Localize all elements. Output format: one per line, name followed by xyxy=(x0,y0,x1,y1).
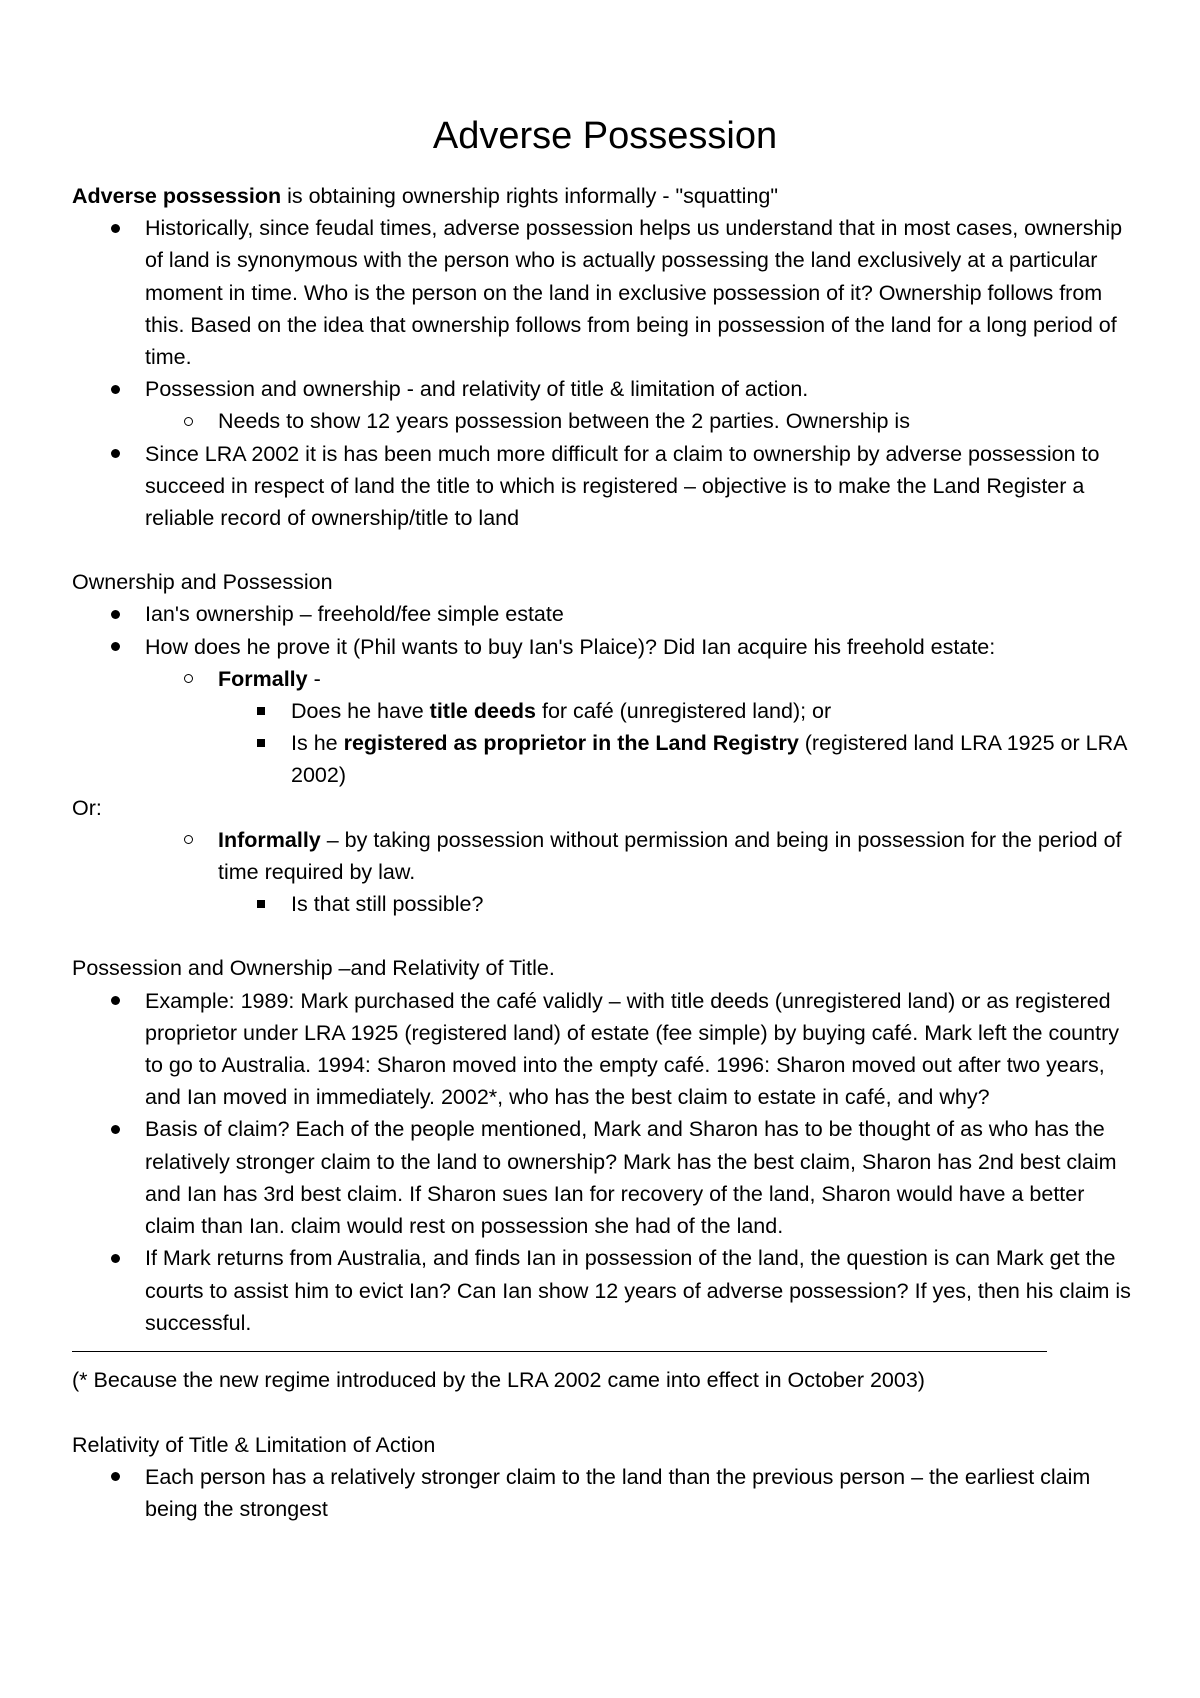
list-item-text: How does he prove it (Phil wants to buy Ian's Plaice)? Did Ian acquire his freehold estate: xyxy=(145,634,996,659)
list-item-text: for café (unregistered land); or xyxy=(536,699,832,724)
list-item-text: (registered land LRA 1925 or LRA 2002) xyxy=(291,731,1127,788)
list-item xyxy=(291,727,1138,791)
list-item xyxy=(145,985,1138,1114)
intro-paragraph xyxy=(72,180,1138,212)
section3-list xyxy=(72,985,1138,1339)
bullet-icon xyxy=(105,373,125,405)
section-heading: Possession and Ownership –and Relativity of Title. xyxy=(72,956,555,981)
list-item xyxy=(145,212,1138,373)
square-bullet-icon xyxy=(251,727,271,759)
bullet-icon xyxy=(105,438,125,470)
formally-label: Formally xyxy=(218,666,308,691)
list-item-text: Is that still possible? xyxy=(291,892,484,917)
list-item xyxy=(145,1113,1138,1242)
section-heading: Relativity of Title & Limitation of Action xyxy=(72,1432,436,1457)
list-item xyxy=(145,1461,1138,1525)
intro-text: is obtaining ownership rights informally - "squatting" xyxy=(281,184,778,208)
list-item-text: Basis of claim? Each of the people mentioned, Mark and Sharon has to be thought of as who has the relatively stronger claim to the land to ownership? Mark has the best claim, Sharon has 2nd best claim and Ian has 3rd best claim. If Sharon sues Ian for recovery of the land, Sharon would have a better claim than Ian. claim would rest on possession she had of the land. xyxy=(145,1117,1117,1239)
bullet-icon xyxy=(105,1113,125,1145)
list-item xyxy=(218,405,1138,437)
circle-bullet-icon xyxy=(178,405,198,437)
circle-bullet-icon xyxy=(178,824,198,856)
list-item-text: Needs to show 12 years possession between the 2 parties. Ownership is xyxy=(218,409,910,434)
bullet-icon xyxy=(105,1242,125,1274)
list-item xyxy=(145,1242,1138,1339)
list-item xyxy=(145,598,1138,630)
section4-list xyxy=(72,1461,1138,1525)
page-title: Adverse Possession xyxy=(432,115,778,157)
registered-proprietor-term: registered as proprietor in the Land Registry xyxy=(343,731,799,756)
list-item xyxy=(291,695,1138,727)
list-item xyxy=(218,824,1138,888)
list-item xyxy=(145,631,1138,663)
horizontal-rule xyxy=(72,1351,1047,1353)
bullet-icon xyxy=(105,985,125,1017)
section1-list xyxy=(72,212,1138,534)
bullet-icon xyxy=(105,1461,125,1493)
list-item-text: Possession and ownership - and relativity of title & limitation of action. xyxy=(145,377,809,402)
section-heading: Ownership and Possession xyxy=(72,570,333,595)
list-item xyxy=(145,438,1138,535)
list-item-text: Ian's ownership – freehold/fee simple estate xyxy=(145,602,564,627)
footnote: (* Because the new regime introduced by the LRA 2002 came into effect in October 2003) xyxy=(72,1368,925,1393)
circle-bullet-icon xyxy=(178,663,198,695)
list-item-text: Each person has a relatively stronger claim to the land than the previous person – the earliest claim being the strongest xyxy=(145,1464,1091,1522)
list-item-text: Since LRA 2002 it is has been much more difficult for a claim to ownership by adverse possession to succeed in respect of land the title to which is registered – objective is to make the Land Register a reliable record of ownership/title to land xyxy=(145,441,1100,531)
list-item-text: – by taking possession without permission and being in possession for the period of time required by law. xyxy=(218,827,1122,885)
square-bullet-icon xyxy=(251,695,271,727)
list-item xyxy=(291,888,1138,920)
title-deeds-term: title deeds xyxy=(429,699,536,724)
bullet-icon xyxy=(105,598,125,630)
intro-term: Adverse possession xyxy=(72,184,282,208)
list-item xyxy=(145,373,1138,405)
bullet-icon xyxy=(105,212,125,244)
list-item-text: If Mark returns from Australia, and finds Ian in possession of the land, the question is can Mark get the courts to assist him to evict Ian? Can Ian show 12 years of adverse possession? If yes, then his claim is successful. xyxy=(145,1246,1131,1335)
section2-list-cont xyxy=(72,824,1138,921)
or-label: Or: xyxy=(72,795,102,820)
list-item xyxy=(218,663,1138,695)
formally-suffix: - xyxy=(307,666,321,691)
document-content xyxy=(72,110,1138,1525)
informally-label: Informally xyxy=(218,827,327,852)
list-item-text: Does he have xyxy=(291,699,430,724)
square-bullet-icon xyxy=(251,888,271,920)
list-item-text: Historically, since feudal times, adverse possession helps us understand that in most cases, ownership of land is synonymous with the person who is actually possessing the land exclusively at a particular moment in time. Who is the person on the land in exclusive possession of it? Ownership follows from this. Based on the idea that ownership follows from being in possession of the land for a long period of time. xyxy=(145,216,1123,370)
section2-list xyxy=(72,598,1138,791)
bullet-icon xyxy=(105,631,125,663)
list-item-text: Example: 1989: Mark purchased the café validly – with title deeds (unregistered land) or as registered proprietor under LRA 1925 (registered land) of estate (fee simple) by buying café. Mark left the country to go to Australia. 1994: Sharon moved into the empty café. 1996: Sharon moved out after two years, and Ian moved in immediately. 2002*, who has the best claim to estate in café, and why? xyxy=(145,988,1119,1110)
list-item-text: Is he xyxy=(291,731,344,756)
